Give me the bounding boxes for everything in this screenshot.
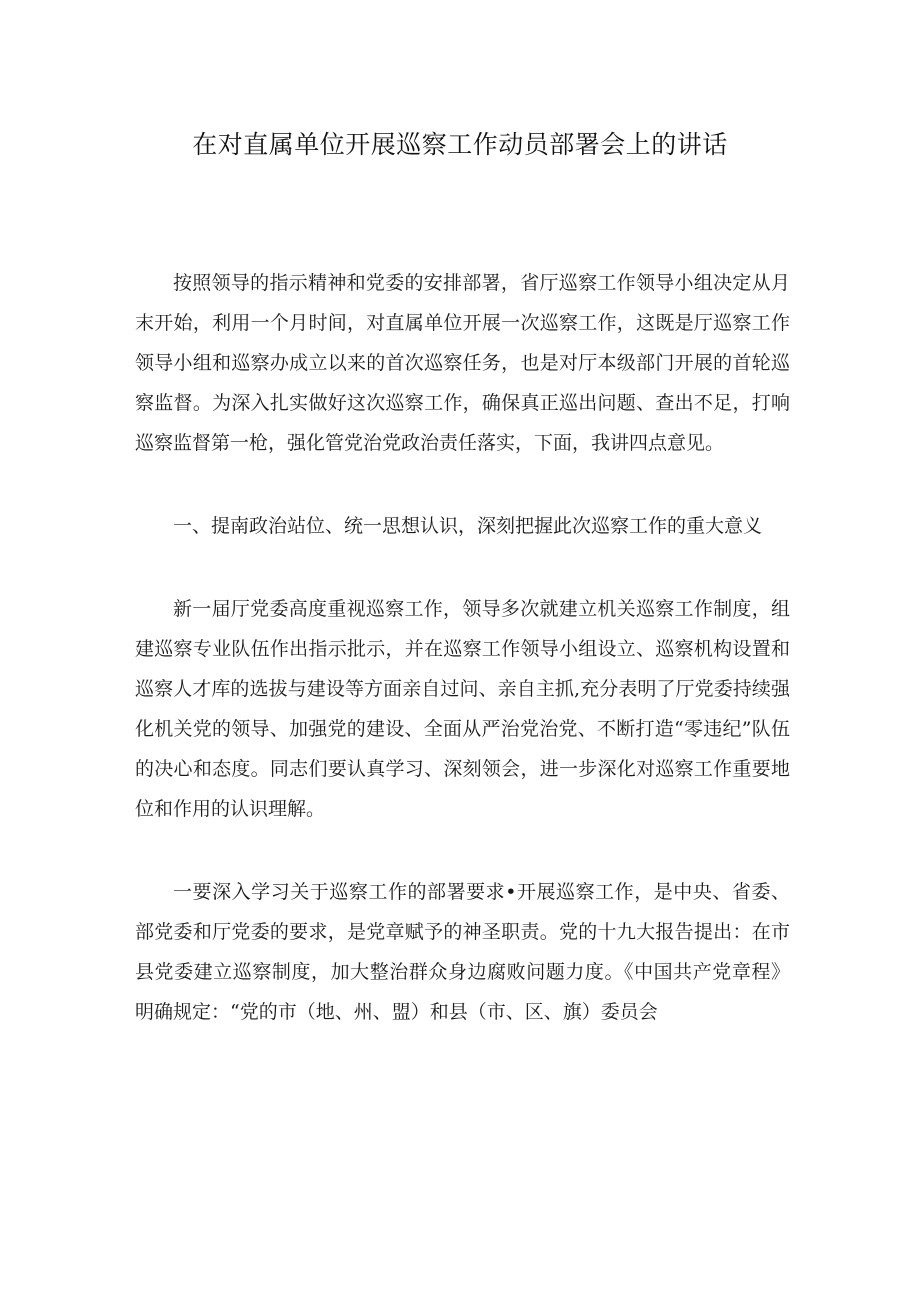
- document-title: 在对直属单位开展巡察工作动员部署会上的讲话: [192, 130, 728, 159]
- section-heading-1: 一、提南政治站位、统一思想认识，深刻把握此次巡察工作的重大意义: [173, 515, 763, 537]
- document-body: [135, 263, 790, 1032]
- paragraph-intro: 按照领导的指示精神和党委的安排部署，省厅巡察工作领导小组决定从月末开始，利用一个月时间，对直属单位开展一次巡察工作，这既是厅巡察工作领导小组和巡察办成立以来的首次巡察任务，也是对厅本级部门开展的首轮巡察监督。为深入扎实做好这次巡察工作，确保真正巡出问题、查出不足，打响巡察监督第一枪，强化管党治党政治责任落实，下面，我讲四点意见。: [135, 272, 790, 454]
- paragraph-requirements: 一要深入学习关于巡察工作的部署要求•开展巡察工作，是中央、省委、部党委和厅党委的要求，是党章赋予的神圣职责。党的十九大报告提出：在市县党委建立巡察制度，加大整治群众身边腐败问题力度。《中国共产党章程》明确规定：“党的市（地、州、盟）和县（市、区、旗）委员会: [135, 881, 790, 1023]
- paragraph-significance: 新一届厅党委高度重视巡察工作，领导多次就建立机关巡察工作制度，组建巡察专业队伍作出指示批示，并在巡察工作领导小组设立、巡察机构设置和巡察人才库的选拔与建设等方面亲自过问、亲自主抓,充分表明了厅党委持续强化机关党的领导、加强党的建设、全面从严治党治党、不断打造“零违纪”队伍的决心和态度。同志们要认真学习、深刻领会，进一步深化对巡察工作重要地位和作用的认识理解。: [135, 598, 790, 820]
